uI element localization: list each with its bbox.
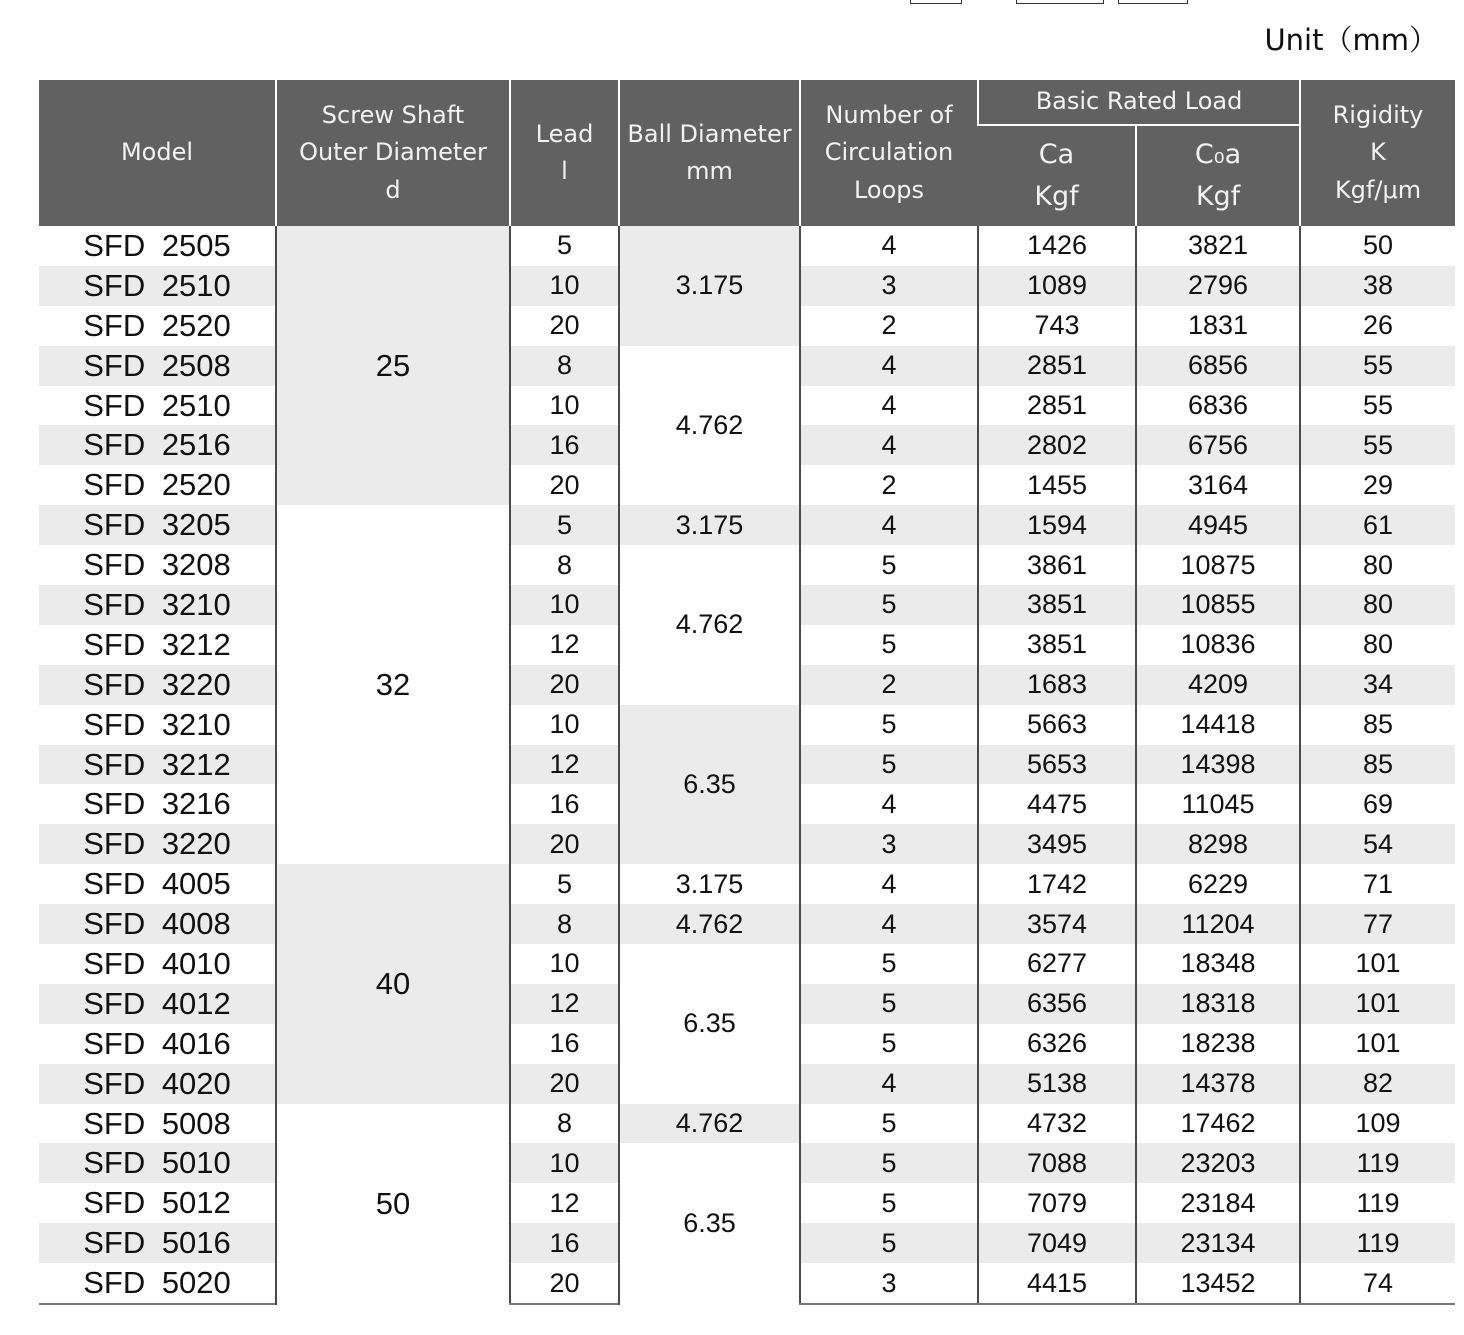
- shaft-diameter-cell: 32: [276, 505, 510, 864]
- unit-label: Unit（mm）: [1264, 23, 1438, 57]
- lead-cell: 20: [510, 306, 619, 346]
- circulation-loops-cell: 3: [800, 824, 978, 864]
- rigidity-cell: 80: [1300, 625, 1455, 665]
- circulation-loops-cell: 4: [800, 1064, 978, 1104]
- ca-cell: 6277: [978, 944, 1136, 984]
- lead-cell: 12: [510, 984, 619, 1024]
- table-row: [39, 864, 1455, 904]
- spec-table-body: [39, 226, 1455, 1304]
- table-row: [39, 705, 1455, 745]
- circulation-loops-cell: 5: [800, 1024, 978, 1064]
- lead-cell: 8: [510, 346, 619, 386]
- coa-cell: 18318: [1136, 984, 1300, 1024]
- model-cell: SFD 3216: [83, 786, 231, 822]
- model-cell: SFD 4008: [39, 904, 276, 944]
- header-rigidity-line1: Rigidity: [1332, 101, 1424, 130]
- ca-cell: 1089: [978, 266, 1136, 306]
- coa-cell: 6229: [1136, 864, 1300, 904]
- ball-diameter-cell: 4.762: [619, 1104, 800, 1144]
- ca-cell: 3851: [978, 585, 1136, 625]
- model-cell: SFD 5010: [39, 1143, 276, 1183]
- rigidity-cell: 55: [1300, 425, 1455, 465]
- header-coa: [1136, 125, 1300, 226]
- header-lead-line1: Lead: [535, 119, 594, 148]
- lead-cell: 20: [510, 824, 619, 864]
- circulation-loops-cell: 2: [800, 465, 978, 505]
- circulation-loops-cell: 3: [800, 1263, 978, 1304]
- model-cell: SFD 3210: [83, 706, 231, 742]
- model-cell: SFD 2508: [39, 346, 276, 386]
- model-cell: SFD 4020: [39, 1064, 276, 1104]
- ball-diameter-cell: 3.175: [619, 864, 800, 904]
- table-row: [39, 505, 1455, 545]
- header-rigidity: [1300, 80, 1455, 226]
- model-cell: SFD 2520: [83, 467, 231, 503]
- coa-cell: 18348: [1136, 944, 1300, 984]
- header-rigidity-line3: Kgf/μm: [1334, 175, 1422, 204]
- coa-cell: 10836: [1136, 625, 1300, 665]
- lead-cell: 10: [510, 705, 619, 745]
- lead-cell: 10: [510, 266, 619, 306]
- header-circulation-line2: Circulation: [824, 138, 954, 167]
- coa-cell: 3164: [1136, 465, 1300, 505]
- coa-cell: 11045: [1136, 784, 1300, 824]
- ball-diameter-cell: 3.175: [619, 226, 800, 346]
- ca-cell: 743: [978, 306, 1136, 346]
- ball-screw-spec-table: [39, 80, 1455, 1305]
- rigidity-cell: 119: [1300, 1183, 1455, 1223]
- circulation-loops-cell: 5: [800, 545, 978, 585]
- rigidity-cell: 85: [1300, 745, 1455, 785]
- lead-cell: 8: [510, 904, 619, 944]
- rigidity-cell: 101: [1300, 1024, 1455, 1064]
- model-cell: SFD 3208: [83, 547, 231, 583]
- rigidity-cell: 80: [1300, 545, 1455, 585]
- coa-cell: 18238: [1136, 1024, 1300, 1064]
- model-cell: SFD 3210: [39, 585, 276, 625]
- coa-cell: 14418: [1136, 705, 1300, 745]
- table-row: [39, 904, 1455, 944]
- ca-cell: 1455: [978, 465, 1136, 505]
- rigidity-cell: 119: [1300, 1143, 1455, 1183]
- rigidity-cell: 82: [1300, 1064, 1455, 1104]
- coa-cell: 17462: [1136, 1104, 1300, 1144]
- coa-cell: 3821: [1136, 226, 1300, 266]
- circulation-loops-cell: 4: [800, 505, 978, 545]
- model-cell: SFD 2505: [83, 227, 231, 263]
- model-cell: SFD 3212: [83, 626, 231, 662]
- circulation-loops-cell: 5: [800, 984, 978, 1024]
- ca-cell: 3495: [978, 824, 1136, 864]
- table-row: [39, 1104, 1455, 1144]
- model-cell: SFD 5008: [83, 1105, 231, 1141]
- ca-cell: 1742: [978, 864, 1136, 904]
- coa-cell: 6756: [1136, 425, 1300, 465]
- ca-cell: 5138: [978, 1064, 1136, 1104]
- coa-cell: 23134: [1136, 1223, 1300, 1263]
- lead-cell: 16: [510, 1024, 619, 1064]
- circulation-loops-cell: 4: [800, 425, 978, 465]
- ca-cell: 6356: [978, 984, 1136, 1024]
- header-model: [39, 80, 276, 226]
- shaft-diameter-cell: 25: [276, 226, 510, 505]
- lead-cell: 10: [510, 1143, 619, 1183]
- lead-cell: 16: [510, 1223, 619, 1263]
- header-rigidity-line2: K: [1370, 138, 1386, 167]
- circulation-loops-cell: 5: [800, 705, 978, 745]
- header-coa-line1: C₀a: [1194, 139, 1242, 171]
- ca-cell: 3574: [978, 904, 1136, 944]
- ca-cell: 5663: [978, 705, 1136, 745]
- circulation-loops-cell: 4: [800, 904, 978, 944]
- lead-cell: 12: [510, 745, 619, 785]
- table-row: [39, 346, 1455, 386]
- ca-cell: 6326: [978, 1024, 1136, 1064]
- model-cell: SFD 2520: [83, 307, 231, 343]
- model-cell: SFD 3205: [39, 505, 276, 545]
- rigidity-cell: 38: [1300, 266, 1455, 306]
- circulation-loops-cell: 4: [800, 226, 978, 266]
- lead-cell: 16: [510, 784, 619, 824]
- ca-cell: 4732: [978, 1104, 1136, 1144]
- lead-cell: 10: [510, 585, 619, 625]
- lead-cell: 16: [510, 425, 619, 465]
- ball-diameter-cell: 4.762: [619, 545, 800, 705]
- model-cell: SFD 2516: [39, 425, 276, 465]
- coa-cell: 14398: [1136, 745, 1300, 785]
- ca-cell: 3861: [978, 545, 1136, 585]
- ca-cell: 1594: [978, 505, 1136, 545]
- rigidity-cell: 71: [1300, 864, 1455, 904]
- ball-diameter-cell: 6.35: [619, 705, 800, 865]
- rigidity-cell: 55: [1300, 386, 1455, 426]
- model-cell: SFD 3212: [39, 745, 276, 785]
- lead-cell: 20: [510, 1263, 619, 1304]
- coa-cell: 11204: [1136, 904, 1300, 944]
- lead-cell: 12: [510, 1183, 619, 1223]
- coa-cell: 14378: [1136, 1064, 1300, 1104]
- circulation-loops-cell: 5: [800, 944, 978, 984]
- rigidity-cell: 34: [1300, 665, 1455, 705]
- model-cell: SFD 2510: [83, 387, 231, 423]
- coa-cell: 13452: [1136, 1263, 1300, 1304]
- ball-diameter-cell: 6.35: [619, 944, 800, 1104]
- header-screw-shaft-line2: Outer Diameter: [299, 138, 487, 167]
- header-screw-shaft: [276, 80, 510, 226]
- coa-cell: 4945: [1136, 505, 1300, 545]
- ca-cell: 5653: [978, 745, 1136, 785]
- lead-cell: 5: [510, 864, 619, 904]
- header-ca-line1: Ca: [1038, 139, 1075, 171]
- model-cell: SFD 4012: [39, 984, 276, 1024]
- lead-cell: 5: [510, 226, 619, 266]
- ca-cell: 1426: [978, 226, 1136, 266]
- coa-cell: 23203: [1136, 1143, 1300, 1183]
- ca-cell: 7079: [978, 1183, 1136, 1223]
- circulation-loops-cell: 5: [800, 625, 978, 665]
- rigidity-cell: 50: [1300, 226, 1455, 266]
- model-cell: SFD 3220: [39, 824, 276, 864]
- rigidity-cell: 80: [1300, 585, 1455, 625]
- header-ball-diameter-line2: mm: [686, 157, 733, 185]
- lead-cell: 8: [510, 545, 619, 585]
- circulation-loops-cell: 5: [800, 1143, 978, 1183]
- rigidity-cell: 55: [1300, 346, 1455, 386]
- header-circulation-loops: [800, 80, 978, 226]
- header-screw-shaft-line1: Screw Shaft: [321, 101, 465, 130]
- lead-cell: 12: [510, 625, 619, 665]
- model-cell: SFD 4010: [83, 945, 231, 981]
- circulation-loops-cell: 5: [800, 585, 978, 625]
- model-cell: SFD 5012: [83, 1185, 231, 1221]
- ball-diameter-cell: 4.762: [619, 346, 800, 506]
- circulation-loops-cell: 5: [800, 1104, 978, 1144]
- coa-cell: 4209: [1136, 665, 1300, 705]
- coa-cell: 2796: [1136, 266, 1300, 306]
- header-circulation-line1: Number of: [825, 101, 953, 130]
- coa-cell: 23184: [1136, 1183, 1300, 1223]
- rigidity-cell: 26: [1300, 306, 1455, 346]
- lead-cell: 20: [510, 465, 619, 505]
- ca-cell: 7049: [978, 1223, 1136, 1263]
- top-edge-marks: [0, 0, 1464, 6]
- rigidity-cell: 61: [1300, 505, 1455, 545]
- table-row: [39, 226, 1455, 266]
- ca-cell: 2851: [978, 386, 1136, 426]
- header-lead: [510, 80, 619, 226]
- header-ca: [978, 125, 1136, 226]
- rigidity-cell: 74: [1300, 1263, 1455, 1304]
- circulation-loops-cell: 4: [800, 346, 978, 386]
- rigidity-cell: 69: [1300, 784, 1455, 824]
- circulation-loops-cell: 4: [800, 784, 978, 824]
- header-coa-line2: Kgf: [1195, 181, 1241, 212]
- shaft-diameter-cell: 50: [276, 1104, 510, 1304]
- ball-diameter-cell: 4.762: [619, 904, 800, 944]
- model-cell: SFD 5020: [39, 1263, 276, 1304]
- rigidity-cell: 54: [1300, 824, 1455, 864]
- model-cell: SFD 4016: [83, 1025, 231, 1061]
- lead-cell: 20: [510, 1064, 619, 1104]
- header-screw-shaft-line3: d: [385, 175, 401, 204]
- ball-diameter-cell: 6.35: [619, 1143, 800, 1304]
- table-row: [39, 1143, 1455, 1183]
- header-ball-diameter: [619, 80, 800, 226]
- rigidity-cell: 101: [1300, 984, 1455, 1024]
- lead-cell: 5: [510, 505, 619, 545]
- table-row: [39, 545, 1455, 585]
- coa-cell: 10855: [1136, 585, 1300, 625]
- coa-cell: 1831: [1136, 306, 1300, 346]
- circulation-loops-cell: 5: [800, 1183, 978, 1223]
- header-model-text: Model: [120, 138, 194, 167]
- circulation-loops-cell: 5: [800, 745, 978, 785]
- lead-cell: 10: [510, 386, 619, 426]
- model-cell: SFD 5016: [39, 1223, 276, 1263]
- header-basic-rated-load: Basic Rated Load: [978, 80, 1300, 125]
- rigidity-cell: 85: [1300, 705, 1455, 745]
- coa-cell: 6836: [1136, 386, 1300, 426]
- ca-cell: 4475: [978, 784, 1136, 824]
- circulation-loops-cell: 2: [800, 306, 978, 346]
- ca-cell: 7088: [978, 1143, 1136, 1183]
- ca-cell: 1683: [978, 665, 1136, 705]
- header-ball-diameter-line1: Ball Diameter: [627, 119, 792, 148]
- circulation-loops-cell: 2: [800, 665, 978, 705]
- circulation-loops-cell: 4: [800, 864, 978, 904]
- rigidity-cell: 101: [1300, 944, 1455, 984]
- circulation-loops-cell: 3: [800, 266, 978, 306]
- lead-cell: 20: [510, 665, 619, 705]
- model-cell: SFD 3220: [39, 665, 276, 705]
- rigidity-cell: 109: [1300, 1104, 1455, 1144]
- header-circulation-line3: Loops: [853, 175, 925, 204]
- ca-cell: 3851: [978, 625, 1136, 665]
- model-cell: SFD 4005: [83, 866, 231, 902]
- rigidity-cell: 77: [1300, 904, 1455, 944]
- coa-cell: 8298: [1136, 824, 1300, 864]
- ca-cell: 2802: [978, 425, 1136, 465]
- ca-cell: 4415: [978, 1263, 1136, 1304]
- ca-cell: 2851: [978, 346, 1136, 386]
- lead-cell: 8: [510, 1104, 619, 1144]
- header-ca-line2: Kgf: [1034, 181, 1079, 212]
- table-row: [39, 944, 1455, 984]
- coa-cell: 6856: [1136, 346, 1300, 386]
- rigidity-cell: 29: [1300, 465, 1455, 505]
- shaft-diameter-cell: 40: [276, 864, 510, 1103]
- circulation-loops-cell: 4: [800, 386, 978, 426]
- model-cell: SFD 2510: [39, 266, 276, 306]
- circulation-loops-cell: 5: [800, 1223, 978, 1263]
- lead-cell: 10: [510, 944, 619, 984]
- rigidity-cell: 119: [1300, 1223, 1455, 1263]
- header-lead-line2: l: [561, 157, 568, 185]
- ball-diameter-cell: 3.175: [619, 505, 800, 545]
- coa-cell: 10875: [1136, 545, 1300, 585]
